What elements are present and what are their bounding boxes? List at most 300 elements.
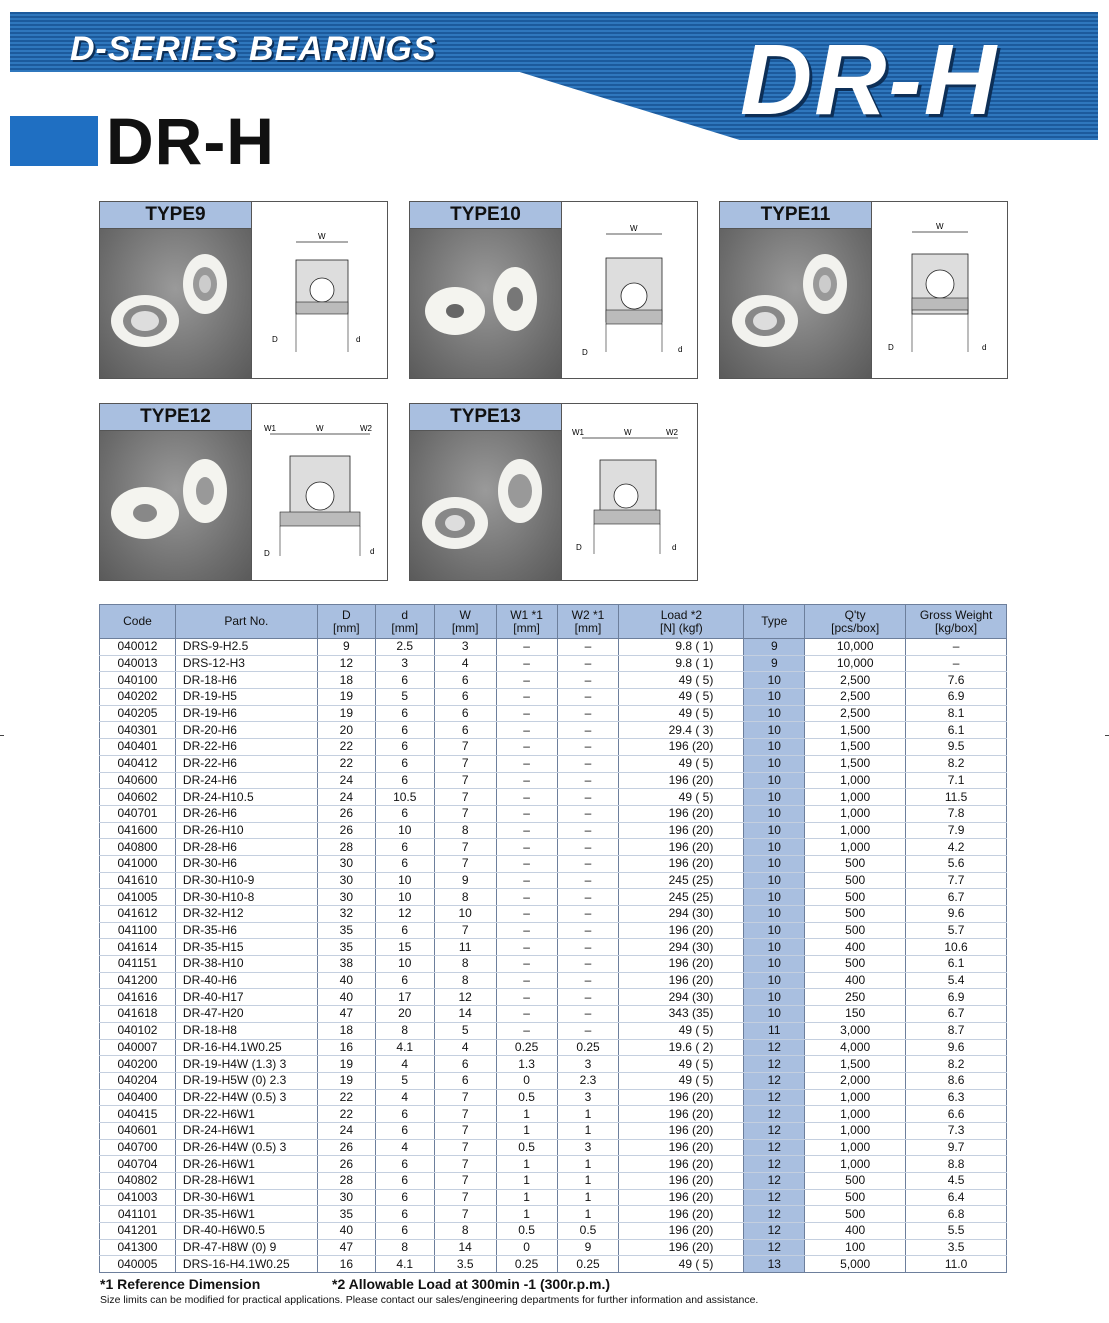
cell-wt: 7.9 bbox=[906, 822, 1007, 839]
table-row bbox=[100, 705, 1007, 722]
cell-qty: 1,500 bbox=[805, 1056, 906, 1073]
cell-d: 8 bbox=[375, 1239, 434, 1256]
cell-qty: 2,000 bbox=[805, 1072, 906, 1089]
cell-part: DR-18-H6 bbox=[175, 672, 317, 689]
cell-D: 38 bbox=[317, 956, 375, 973]
cell-W2: 3 bbox=[557, 1089, 619, 1106]
cell-code: 041600 bbox=[100, 822, 176, 839]
cell-load: 29.4 ( 3) bbox=[619, 722, 744, 739]
cell-load: 294 (30) bbox=[619, 989, 744, 1006]
cell-wt: 7.8 bbox=[906, 805, 1007, 822]
cell-W: 9 bbox=[434, 872, 496, 889]
cell-part: DR-38-H10 bbox=[175, 956, 317, 973]
cell-load: 196 (20) bbox=[619, 822, 744, 839]
cell-W: 7 bbox=[434, 1156, 496, 1173]
badge-title: DR-H bbox=[740, 24, 998, 136]
cell-W2: – bbox=[557, 655, 619, 672]
cell-qty: 500 bbox=[805, 1189, 906, 1206]
cell-load: 49 ( 5) bbox=[619, 689, 744, 706]
cell-d: 5 bbox=[375, 689, 434, 706]
cell-W: 8 bbox=[434, 889, 496, 906]
cell-type: 13 bbox=[744, 1256, 805, 1273]
cell-qty: 1,000 bbox=[805, 839, 906, 856]
cell-d: 15 bbox=[375, 939, 434, 956]
cell-type: 10 bbox=[744, 672, 805, 689]
cell-part: DR-40-H17 bbox=[175, 989, 317, 1006]
cell-part: DR-22-H6 bbox=[175, 739, 317, 756]
cell-W1: 1 bbox=[496, 1106, 557, 1123]
cell-W1: 0.25 bbox=[496, 1039, 557, 1056]
cell-W1: 0 bbox=[496, 1072, 557, 1089]
cell-code: 040802 bbox=[100, 1173, 176, 1190]
cell-W1: – bbox=[496, 906, 557, 923]
table-row bbox=[100, 739, 1007, 756]
header-W1-label: W1 *1 bbox=[510, 607, 543, 622]
cell-W1: – bbox=[496, 655, 557, 672]
cell-D: 24 bbox=[317, 1122, 375, 1139]
cell-load: 196 (20) bbox=[619, 855, 744, 872]
cell-part: DRS-16-H4.1W0.25 bbox=[175, 1256, 317, 1273]
header-W bbox=[434, 605, 496, 639]
type-label: TYPE13 bbox=[410, 404, 562, 431]
cell-wt: 10.6 bbox=[906, 939, 1007, 956]
cell-wt: 6.4 bbox=[906, 1189, 1007, 1206]
table-row bbox=[100, 1089, 1007, 1106]
cell-qty: 400 bbox=[805, 1223, 906, 1240]
cell-d: 6 bbox=[375, 1122, 434, 1139]
cell-qty: 1,000 bbox=[805, 1139, 906, 1156]
cell-D: 47 bbox=[317, 1006, 375, 1023]
cell-wt: – bbox=[906, 655, 1007, 672]
cell-wt: 3.5 bbox=[906, 1239, 1007, 1256]
table-row bbox=[100, 689, 1007, 706]
d-outer-label: D bbox=[576, 543, 582, 552]
cell-load: 196 (20) bbox=[619, 922, 744, 939]
bearing-photo bbox=[100, 431, 252, 580]
cell-D: 16 bbox=[317, 1039, 375, 1056]
cell-W: 7 bbox=[434, 922, 496, 939]
cell-W: 8 bbox=[434, 956, 496, 973]
cell-W2: 2.3 bbox=[557, 1072, 619, 1089]
cross-section-diagram bbox=[252, 404, 387, 580]
cell-qty: 1,000 bbox=[805, 805, 906, 822]
table-row bbox=[100, 1239, 1007, 1256]
cell-load: 49 ( 5) bbox=[619, 1256, 744, 1273]
cell-part: DR-30-H6W1 bbox=[175, 1189, 317, 1206]
cell-code: 041616 bbox=[100, 989, 176, 1006]
cell-wt: 6.3 bbox=[906, 1089, 1007, 1106]
cell-D: 22 bbox=[317, 739, 375, 756]
cell-qty: 500 bbox=[805, 872, 906, 889]
cell-code: 040602 bbox=[100, 789, 176, 806]
cell-d: 6 bbox=[375, 755, 434, 772]
cell-wt: 9.7 bbox=[906, 1139, 1007, 1156]
header-W2-label: W2 *1 bbox=[571, 607, 605, 622]
cell-D: 18 bbox=[317, 672, 375, 689]
cell-W1: 0.5 bbox=[496, 1089, 557, 1106]
page-title: DR-H bbox=[106, 104, 275, 178]
cell-wt: 9.6 bbox=[906, 906, 1007, 923]
cell-D: 24 bbox=[317, 789, 375, 806]
footnote-reference: *1 Reference Dimension bbox=[100, 1276, 261, 1292]
cell-code: 040100 bbox=[100, 672, 176, 689]
cell-type: 12 bbox=[744, 1039, 805, 1056]
cell-d: 6 bbox=[375, 805, 434, 822]
cell-D: 26 bbox=[317, 1139, 375, 1156]
d-inner-label: d bbox=[678, 345, 683, 354]
cell-code: 041300 bbox=[100, 1239, 176, 1256]
margin-tick-left bbox=[0, 735, 4, 736]
cell-W2: 1 bbox=[557, 1173, 619, 1190]
cell-load: 196 (20) bbox=[619, 1106, 744, 1123]
cell-W2: – bbox=[557, 705, 619, 722]
cell-part: DR-20-H6 bbox=[175, 722, 317, 739]
cell-wt: 7.6 bbox=[906, 672, 1007, 689]
table-header-row bbox=[100, 605, 1007, 639]
cell-code: 041614 bbox=[100, 939, 176, 956]
cell-code: 040012 bbox=[100, 639, 176, 656]
bearing-photo bbox=[100, 229, 252, 378]
w1-label: W1 bbox=[264, 424, 276, 433]
header-load-unit: [N] (kgf) bbox=[660, 620, 703, 635]
cell-type: 12 bbox=[744, 1089, 805, 1106]
cell-qty: 1,500 bbox=[805, 739, 906, 756]
cell-W: 11 bbox=[434, 939, 496, 956]
cell-W1: – bbox=[496, 689, 557, 706]
cell-W: 6 bbox=[434, 672, 496, 689]
cell-type: 10 bbox=[744, 1006, 805, 1023]
cell-part: DR-40-H6 bbox=[175, 972, 317, 989]
table-row bbox=[100, 956, 1007, 973]
cell-wt: 8.2 bbox=[906, 1056, 1007, 1073]
table-row bbox=[100, 1156, 1007, 1173]
cell-W1: 0.5 bbox=[496, 1223, 557, 1240]
cell-qty: 1,000 bbox=[805, 822, 906, 839]
cell-part: DR-28-H6W1 bbox=[175, 1173, 317, 1190]
cell-W1: – bbox=[496, 722, 557, 739]
cell-type: 12 bbox=[744, 1056, 805, 1073]
cell-load: 196 (20) bbox=[619, 1156, 744, 1173]
cell-W: 7 bbox=[434, 805, 496, 822]
cell-d: 6 bbox=[375, 705, 434, 722]
margin-tick-right bbox=[1105, 735, 1109, 736]
header-W2-unit: [mm] bbox=[574, 620, 602, 635]
cell-W2: – bbox=[557, 922, 619, 939]
table-row bbox=[100, 655, 1007, 672]
table-row bbox=[100, 1006, 1007, 1023]
cell-type: 10 bbox=[744, 689, 805, 706]
cell-type: 10 bbox=[744, 822, 805, 839]
cell-W: 6 bbox=[434, 1072, 496, 1089]
table-row bbox=[100, 1189, 1007, 1206]
cell-wt: 11.5 bbox=[906, 789, 1007, 806]
cell-D: 22 bbox=[317, 1106, 375, 1123]
cell-W1: – bbox=[496, 855, 557, 872]
cell-type: 10 bbox=[744, 956, 805, 973]
cell-qty: 500 bbox=[805, 1173, 906, 1190]
cell-code: 041201 bbox=[100, 1223, 176, 1240]
w-label: W bbox=[316, 424, 324, 433]
cell-load: 294 (30) bbox=[619, 906, 744, 923]
cell-W1: – bbox=[496, 939, 557, 956]
cell-W: 7 bbox=[434, 1139, 496, 1156]
footnote-load: *2 Allowable Load at 300min -1 (300r.p.m.) bbox=[332, 1276, 611, 1292]
cell-code: 040400 bbox=[100, 1089, 176, 1106]
cell-D: 30 bbox=[317, 889, 375, 906]
cell-part: DR-22-H6 bbox=[175, 755, 317, 772]
cell-D: 19 bbox=[317, 1056, 375, 1073]
cell-W1: 1.3 bbox=[496, 1056, 557, 1073]
cell-code: 040013 bbox=[100, 655, 176, 672]
cell-code: 040701 bbox=[100, 805, 176, 822]
table-row bbox=[100, 1139, 1007, 1156]
type-label: TYPE10 bbox=[410, 202, 562, 229]
cell-wt: 6.7 bbox=[906, 1006, 1007, 1023]
cell-D: 20 bbox=[317, 722, 375, 739]
cell-load: 196 (20) bbox=[619, 972, 744, 989]
cell-part: DR-19-H5W (0) 2.3 bbox=[175, 1072, 317, 1089]
cell-W2: 0.5 bbox=[557, 1223, 619, 1240]
w-label: W bbox=[624, 428, 632, 437]
cell-load: 49 ( 5) bbox=[619, 1022, 744, 1039]
cross-section-diagram bbox=[562, 404, 697, 580]
table-row bbox=[100, 805, 1007, 822]
cell-qty: 5,000 bbox=[805, 1256, 906, 1273]
header-D-unit: [mm] bbox=[332, 620, 360, 635]
cell-code: 040200 bbox=[100, 1056, 176, 1073]
table-row bbox=[100, 939, 1007, 956]
cell-type: 12 bbox=[744, 1239, 805, 1256]
cell-W1: – bbox=[496, 772, 557, 789]
cell-load: 343 (35) bbox=[619, 1006, 744, 1023]
cell-type: 12 bbox=[744, 1072, 805, 1089]
type-panel-12 bbox=[99, 403, 388, 581]
table-row bbox=[100, 1206, 1007, 1223]
cell-part: DR-18-H8 bbox=[175, 1022, 317, 1039]
cell-d: 10 bbox=[375, 956, 434, 973]
cell-D: 12 bbox=[317, 655, 375, 672]
cross-section-diagram bbox=[252, 202, 387, 378]
cell-W1: 1 bbox=[496, 1122, 557, 1139]
cell-load: 49 ( 5) bbox=[619, 755, 744, 772]
cell-part: DR-26-H4W (0.5) 3 bbox=[175, 1139, 317, 1156]
cell-load: 196 (20) bbox=[619, 839, 744, 856]
cell-d: 6 bbox=[375, 1189, 434, 1206]
cell-W: 7 bbox=[434, 855, 496, 872]
cell-qty: 500 bbox=[805, 922, 906, 939]
header-load bbox=[619, 605, 744, 639]
cell-W: 7 bbox=[434, 1206, 496, 1223]
cell-W2: – bbox=[557, 755, 619, 772]
table-row bbox=[100, 789, 1007, 806]
cell-W2: 1 bbox=[557, 1106, 619, 1123]
cell-W1: – bbox=[496, 972, 557, 989]
cell-load: 196 (20) bbox=[619, 1089, 744, 1106]
cell-qty: 3,000 bbox=[805, 1022, 906, 1039]
cell-type: 9 bbox=[744, 639, 805, 656]
cell-W2: – bbox=[557, 672, 619, 689]
cell-wt: 8.6 bbox=[906, 1072, 1007, 1089]
cell-W2: 1 bbox=[557, 1156, 619, 1173]
series-title: D-SERIES BEARINGS bbox=[70, 30, 437, 68]
cell-d: 4 bbox=[375, 1056, 434, 1073]
table-row bbox=[100, 722, 1007, 739]
cell-load: 196 (20) bbox=[619, 1189, 744, 1206]
cell-D: 19 bbox=[317, 1072, 375, 1089]
cell-load: 196 (20) bbox=[619, 1139, 744, 1156]
type-label: TYPE9 bbox=[100, 202, 252, 229]
cross-section-diagram bbox=[872, 202, 1007, 378]
cell-d: 2.5 bbox=[375, 639, 434, 656]
spec-table bbox=[99, 604, 1007, 1273]
cell-wt: 9.6 bbox=[906, 1039, 1007, 1056]
d-inner-label: d bbox=[672, 543, 677, 552]
cell-part: DR-35-H6W1 bbox=[175, 1206, 317, 1223]
cell-type: 9 bbox=[744, 655, 805, 672]
cell-qty: 1,000 bbox=[805, 1122, 906, 1139]
cell-qty: 1,000 bbox=[805, 1156, 906, 1173]
cell-W: 7 bbox=[434, 789, 496, 806]
cell-d: 3 bbox=[375, 655, 434, 672]
cell-type: 12 bbox=[744, 1223, 805, 1240]
cell-qty: 1,000 bbox=[805, 1106, 906, 1123]
cell-D: 35 bbox=[317, 1206, 375, 1223]
d-inner-label: d bbox=[982, 343, 987, 352]
cell-d: 5 bbox=[375, 1072, 434, 1089]
cell-qty: 500 bbox=[805, 906, 906, 923]
cell-part: DRS-9-H2.5 bbox=[175, 639, 317, 656]
cell-W: 14 bbox=[434, 1239, 496, 1256]
cell-part: DR-35-H15 bbox=[175, 939, 317, 956]
w-label: W bbox=[318, 232, 326, 241]
cell-load: 196 (20) bbox=[619, 956, 744, 973]
cell-code: 041101 bbox=[100, 1206, 176, 1223]
header-d bbox=[375, 605, 434, 639]
cell-W2: 0.25 bbox=[557, 1039, 619, 1056]
cell-W1: – bbox=[496, 956, 557, 973]
cell-type: 12 bbox=[744, 1156, 805, 1173]
cell-load: 196 (20) bbox=[619, 1206, 744, 1223]
cell-D: 40 bbox=[317, 972, 375, 989]
cell-qty: 10,000 bbox=[805, 639, 906, 656]
cell-W2: – bbox=[557, 956, 619, 973]
cell-qty: 4,000 bbox=[805, 1039, 906, 1056]
header-weight-label: Gross Weight bbox=[919, 607, 993, 622]
cell-type: 10 bbox=[744, 772, 805, 789]
cell-W2: – bbox=[557, 906, 619, 923]
cell-d: 6 bbox=[375, 672, 434, 689]
header-qty bbox=[805, 605, 906, 639]
cell-W: 7 bbox=[434, 839, 496, 856]
cell-qty: 500 bbox=[805, 889, 906, 906]
type-panel-9 bbox=[99, 201, 388, 379]
cell-part: DR-24-H6 bbox=[175, 772, 317, 789]
cell-load: 196 (20) bbox=[619, 1239, 744, 1256]
bearing-photo bbox=[410, 229, 562, 378]
cell-code: 041005 bbox=[100, 889, 176, 906]
cell-W2: – bbox=[557, 1022, 619, 1039]
table-row bbox=[100, 889, 1007, 906]
cell-d: 12 bbox=[375, 906, 434, 923]
header-d-label: d bbox=[401, 607, 409, 622]
cell-W: 3 bbox=[434, 639, 496, 656]
cell-W2: – bbox=[557, 889, 619, 906]
cell-code: 040704 bbox=[100, 1156, 176, 1173]
cell-W: 6 bbox=[434, 1056, 496, 1073]
cell-d: 10 bbox=[375, 889, 434, 906]
cell-W: 8 bbox=[434, 822, 496, 839]
cell-d: 6 bbox=[375, 1223, 434, 1240]
cell-W: 12 bbox=[434, 989, 496, 1006]
cell-part: DRS-12-H3 bbox=[175, 655, 317, 672]
cell-type: 10 bbox=[744, 739, 805, 756]
cell-wt: 5.4 bbox=[906, 972, 1007, 989]
bearing-photo bbox=[410, 431, 562, 580]
cell-W2: 1 bbox=[557, 1189, 619, 1206]
table-row bbox=[100, 755, 1007, 772]
cell-d: 6 bbox=[375, 1206, 434, 1223]
cell-load: 19.6 ( 2) bbox=[619, 1039, 744, 1056]
cell-W: 7 bbox=[434, 1106, 496, 1123]
table-row bbox=[100, 772, 1007, 789]
table-row bbox=[100, 1122, 1007, 1139]
cell-W: 6 bbox=[434, 722, 496, 739]
cell-d: 20 bbox=[375, 1006, 434, 1023]
cell-wt: 6.9 bbox=[906, 689, 1007, 706]
table-row bbox=[100, 906, 1007, 923]
cell-qty: 2,500 bbox=[805, 672, 906, 689]
cell-part: DR-16-H4.1W0.25 bbox=[175, 1039, 317, 1056]
w2-label: W2 bbox=[666, 428, 678, 437]
cell-load: 196 (20) bbox=[619, 1223, 744, 1240]
header-qty-unit: [pcs/box] bbox=[831, 620, 880, 635]
table-row bbox=[100, 855, 1007, 872]
cell-W1: – bbox=[496, 839, 557, 856]
cell-D: 18 bbox=[317, 1022, 375, 1039]
cell-W1: 1 bbox=[496, 1173, 557, 1190]
cell-W: 7 bbox=[434, 1173, 496, 1190]
cell-d: 6 bbox=[375, 772, 434, 789]
header-weight-unit: [kg/box] bbox=[935, 620, 978, 635]
cell-W1: – bbox=[496, 1006, 557, 1023]
cell-W1: – bbox=[496, 922, 557, 939]
cell-wt: 6.7 bbox=[906, 889, 1007, 906]
cell-load: 49 ( 5) bbox=[619, 789, 744, 806]
cell-d: 6 bbox=[375, 1156, 434, 1173]
d-outer-label: D bbox=[264, 549, 270, 558]
table-row bbox=[100, 1173, 1007, 1190]
cell-code: 041200 bbox=[100, 972, 176, 989]
cell-W: 7 bbox=[434, 1089, 496, 1106]
cell-d: 6 bbox=[375, 1106, 434, 1123]
cell-code: 040700 bbox=[100, 1139, 176, 1156]
cell-W: 7 bbox=[434, 739, 496, 756]
cell-W2: – bbox=[557, 839, 619, 856]
cell-code: 040601 bbox=[100, 1122, 176, 1139]
cell-qty: 1,500 bbox=[805, 755, 906, 772]
cell-wt: 6.6 bbox=[906, 1106, 1007, 1123]
table-row bbox=[100, 922, 1007, 939]
cell-wt: 6.1 bbox=[906, 722, 1007, 739]
cell-D: 28 bbox=[317, 1173, 375, 1190]
table-row bbox=[100, 1022, 1007, 1039]
cell-W1: 0 bbox=[496, 1239, 557, 1256]
cell-part: DR-28-H6 bbox=[175, 839, 317, 856]
cell-D: 40 bbox=[317, 1223, 375, 1240]
cell-W2: 3 bbox=[557, 1056, 619, 1073]
type-label: TYPE11 bbox=[720, 202, 872, 229]
cell-D: 22 bbox=[317, 755, 375, 772]
